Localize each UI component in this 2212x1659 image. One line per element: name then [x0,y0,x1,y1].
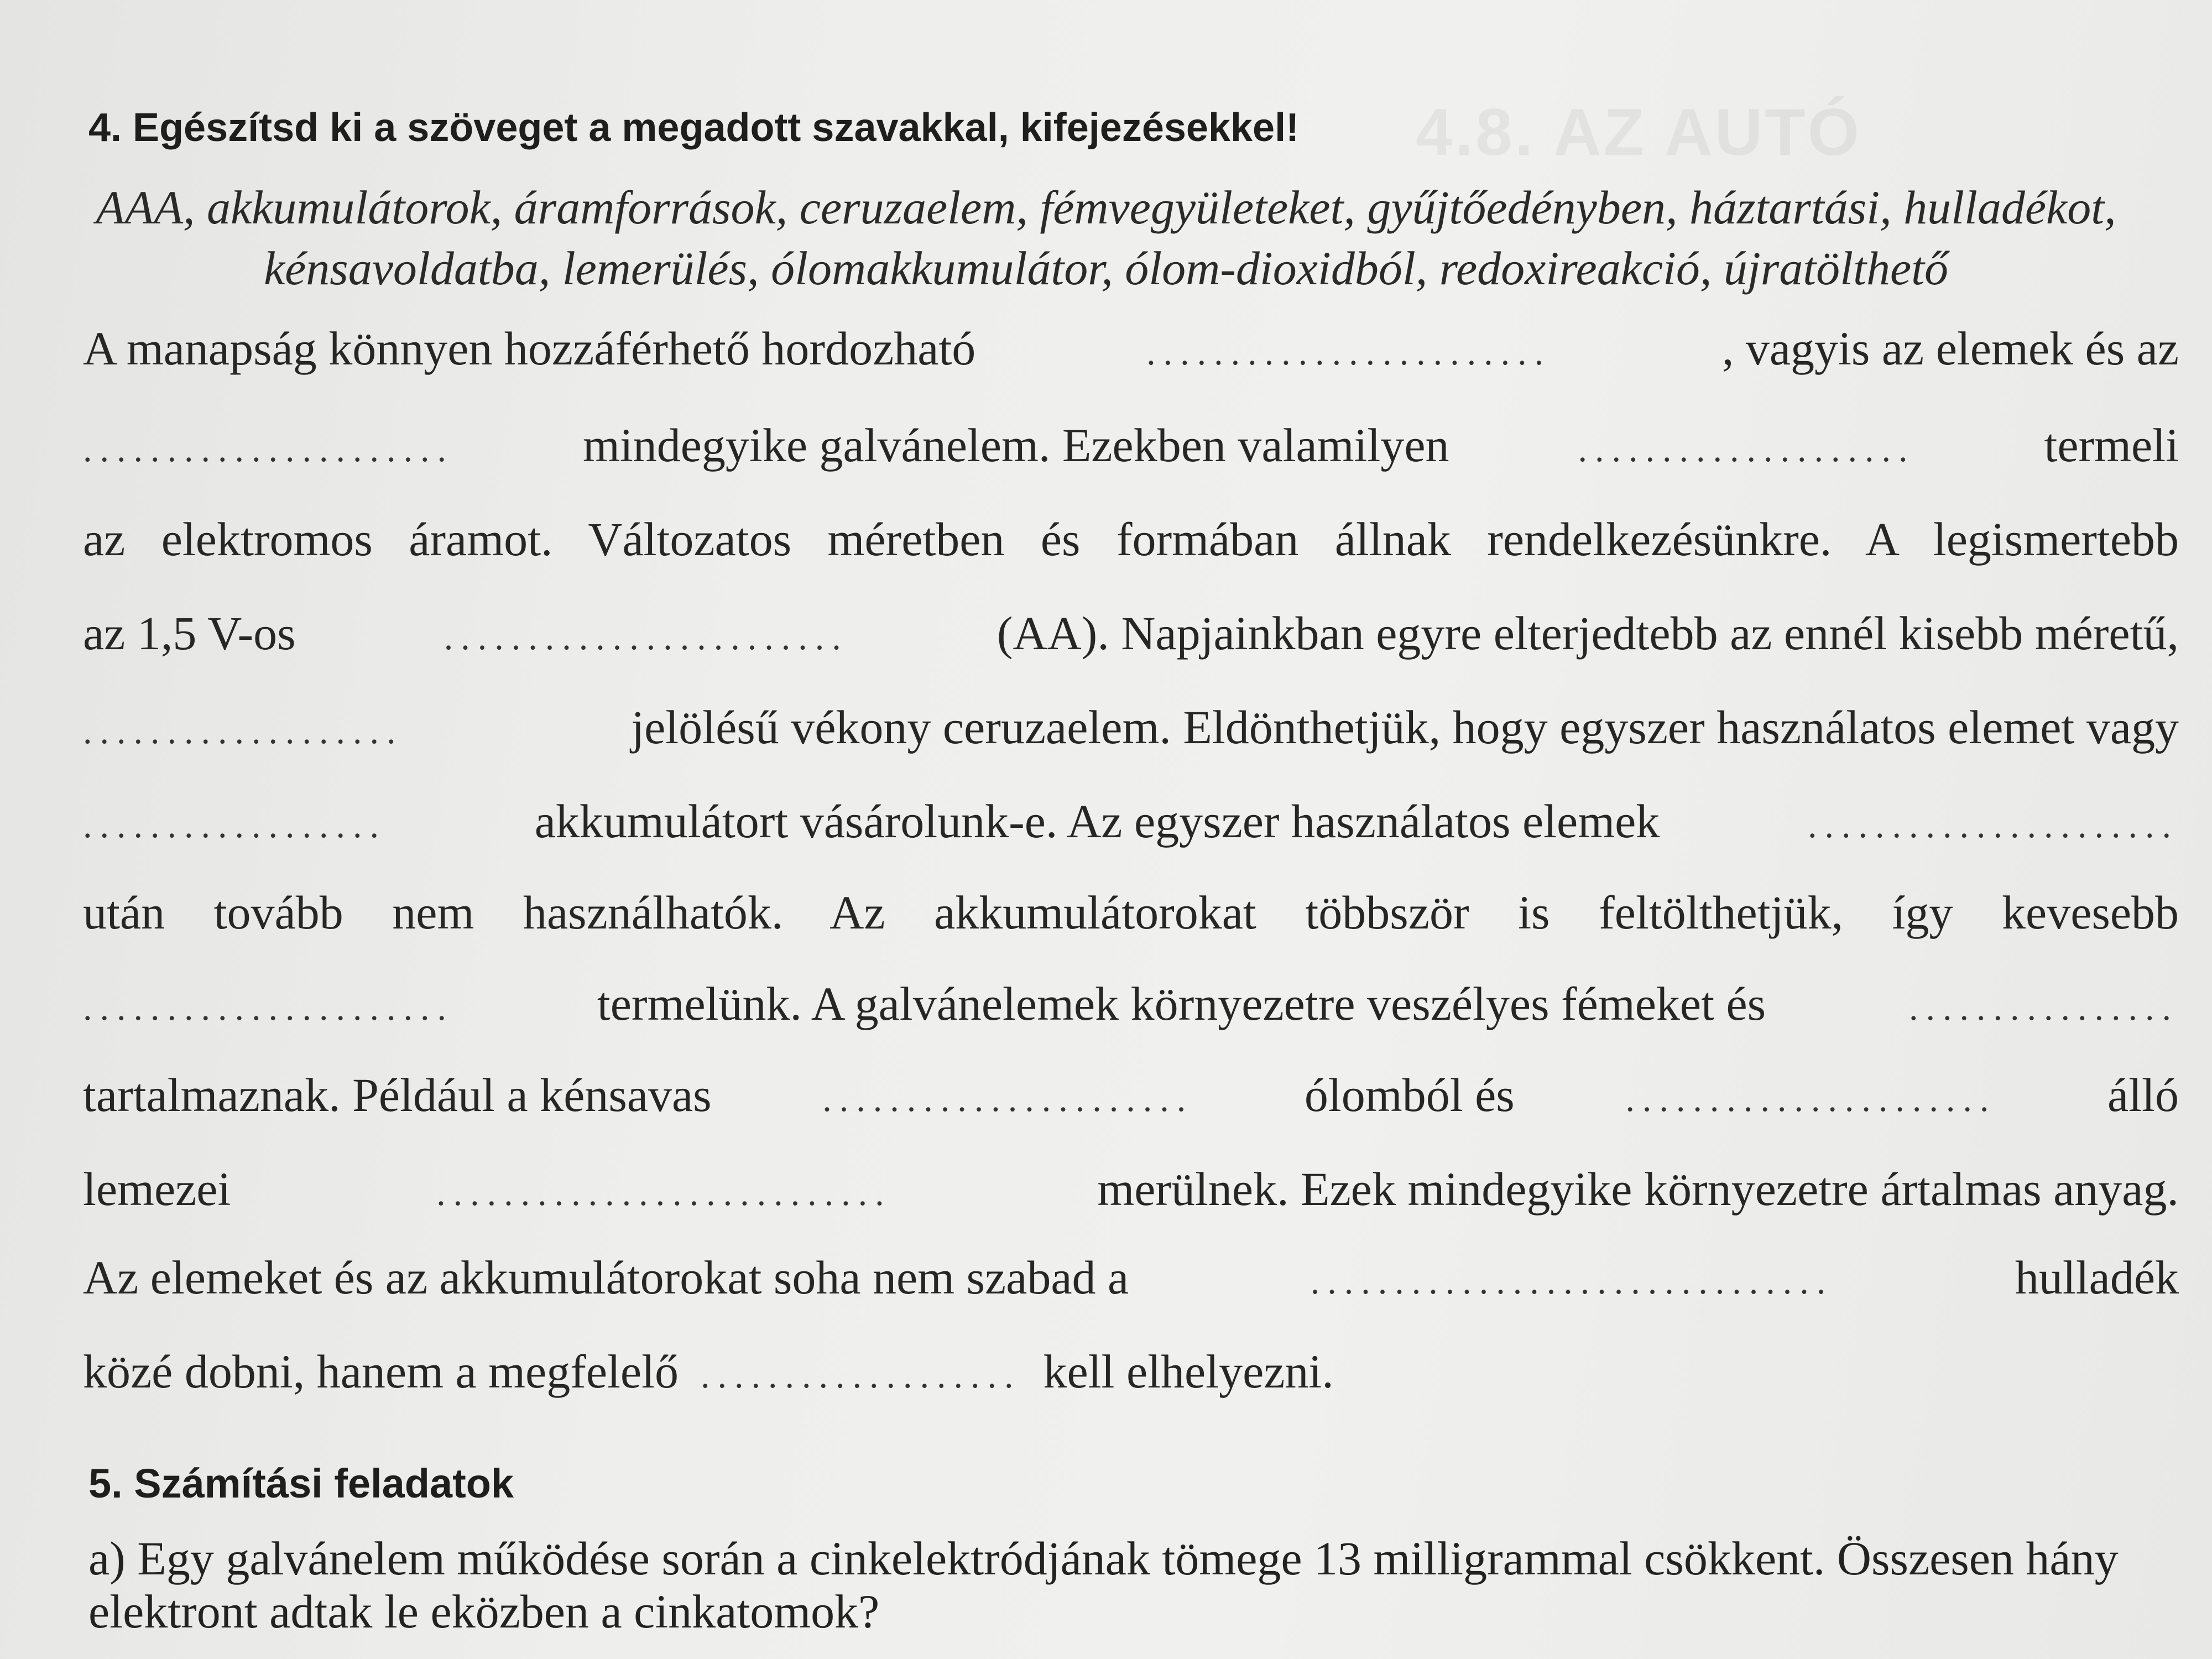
text-segment: Az elemeket és az akkumulátorokat soha nem szabad a [83,1251,1129,1304]
text-line-3 [83,512,2179,567]
fill-blank-5[interactable]: ................... [83,711,404,752]
text-line-1 [83,321,2179,376]
fill-blank-2[interactable]: ...................... [83,429,454,469]
task-a-line-1: a) Egy galvánelem működése során a cinkelektródjának tömege 13 milligrammal csökkent. Összesen hány [88,1532,2119,1585]
text-segment: kell elhelyezni. [1043,1345,1334,1398]
text-line-12 [83,1344,2179,1399]
text-segment: merülnek. Ezek mindegyike környezetre ártalmas anyag. [1097,1162,2179,1215]
fill-blank-13[interactable]: ............................... [1310,1261,1834,1302]
text-segment: ólomból és [1304,1068,1515,1121]
text-segment: (AA). Napjainkban egyre elterjedtebb az ennél kisebb méretű, [997,607,2179,660]
fill-blank-1[interactable]: ........................ [1146,332,1552,373]
text-segment: A manapság könnyen hozzáférhető hordozható [83,322,976,375]
text-segment: hulladék [2015,1251,2179,1304]
fill-blank-10[interactable]: ...................... [822,1079,1194,1119]
word-bank [83,177,2129,299]
word-bank-line-2: kénsavoldatba, lemerülés, ólomakkumulátor, ólom-dioxidból, redoxireakció, újratölthető [263,242,1949,295]
text-segment: termeli [2044,419,2179,472]
text-segment: akkumulátort vásárolunk-e. Az egyszer használatos elemek [534,795,1660,848]
fill-blank-11[interactable]: ...................... [1625,1079,1997,1119]
text-segment: az elektromos áramot. Változatos méretben és formában állnak rendelkezésünkre. A legismertebb [83,513,2179,566]
fill-blank-6[interactable]: .................. [83,805,387,846]
fill-blank-14[interactable]: ................... [700,1355,1021,1396]
word-bank-line-1: AAA, akkumulátorok, áramforrások, ceruzaelem, fémvegyületeket, gyűjtőedényben, háztartási, hulladékot, [96,181,2116,234]
fill-blank-3[interactable]: .................... [1578,429,1916,469]
fill-blank-9[interactable]: ................ [1908,988,2179,1028]
text-segment: közé dobni, hanem a megfelelő [83,1345,679,1398]
text-line-4 [83,606,2179,661]
exercise-5-task-a [88,1532,2212,1638]
fill-blank-12[interactable]: ........................... [436,1173,892,1213]
text-line-11 [83,1250,2179,1305]
text-line-9 [83,1067,2179,1123]
exercise-5-heading: 5. Számítási feladatok [88,1460,514,1506]
text-line-5 [83,700,2179,755]
text-line-2 [83,418,2179,473]
text-line-6 [83,794,2179,849]
text-segment: lemezei [83,1162,231,1215]
text-line-8 [83,976,2179,1031]
exercise-4-heading: 4. Egészítsd ki a szöveget a megadott szavakkal, kifejezésekkel! [88,106,1300,150]
text-segment: után tovább nem használhatók. Az akkumulátorokat többször is feltölthetjük, így kevesebb [83,886,2179,939]
text-segment: jelölésű vékony ceruzaelem. Eldönthetjük, hogy egyszer használatos elemet vagy [631,701,2179,754]
text-segment: álló [2107,1068,2179,1121]
task-a-line-2: elektront adtak le eközben a cinkatomok? [88,1585,880,1638]
text-segment: tartalmaznak. Például a kénsavas [83,1068,712,1121]
bleed-through-text: 4.8. AZ AUTÓ [1416,95,1861,169]
text-segment: mindegyike galvánelem. Ezekben valamilyen [582,419,1449,472]
text-line-7 [83,885,2179,940]
fill-blank-7[interactable]: ...................... [1807,805,2179,846]
text-line-10 [83,1161,2179,1217]
fill-blank-8[interactable]: ...................... [83,988,454,1028]
text-segment: termelünk. A galvánelemek környezetre veszélyes fémeket és [597,977,1766,1030]
fill-blank-4[interactable]: ........................ [444,617,849,658]
text-segment: az 1,5 V-os [83,607,296,660]
text-segment: , vagyis az elemek és az [1721,322,2179,375]
